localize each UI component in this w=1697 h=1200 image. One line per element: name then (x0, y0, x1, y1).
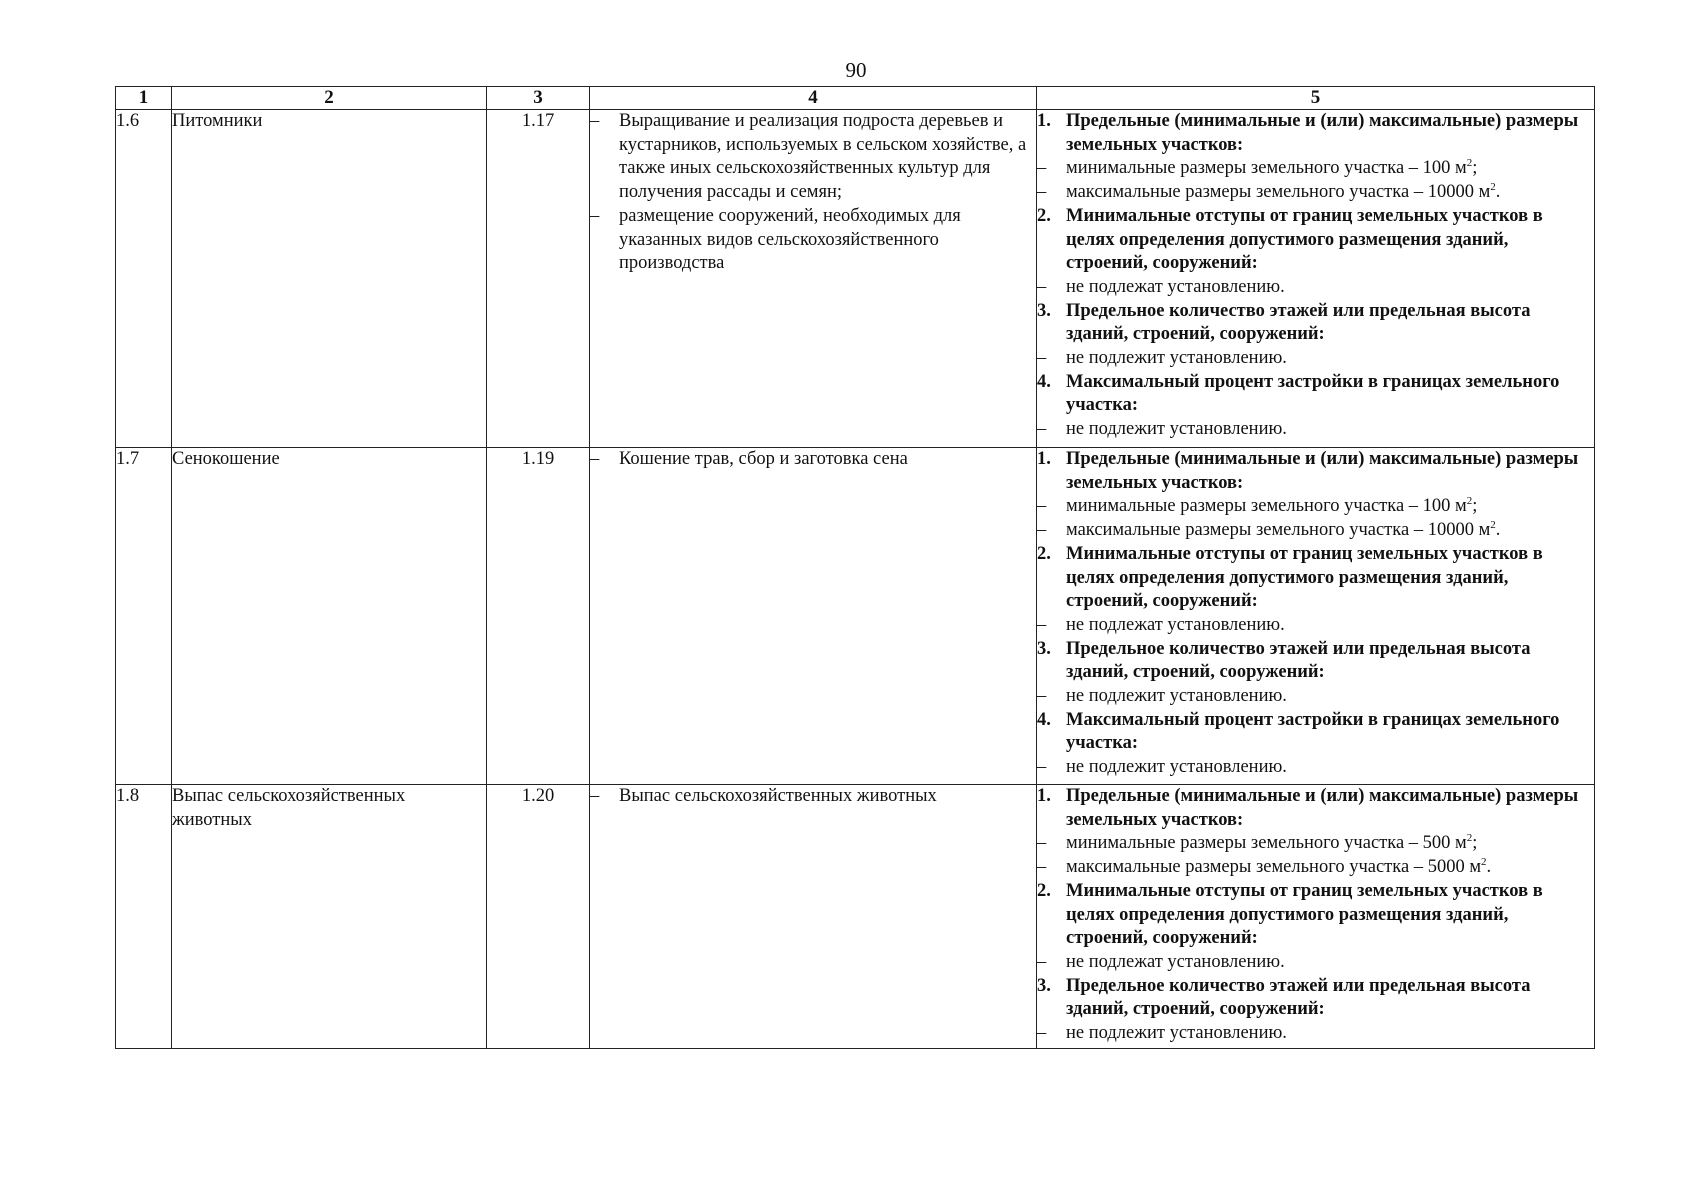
parameters-cell (1037, 110, 1595, 448)
list-item: – Кошение трав, сбор и заготовка сена (590, 449, 908, 469)
regulations-table (115, 86, 1595, 1049)
param-value: – не подлежит установлению. (1037, 348, 1287, 369)
param-value: – минимальные размеры земельного участка – 500 $м^2$; (1037, 832, 1478, 854)
use-name: Выпас сельскохозяйственных животных (172, 785, 487, 1049)
param-heading: 4. Максимальный процент застройки в границах земельного участка: (1037, 709, 1560, 754)
param-heading: 4. Максимальный процент застройки в границах земельного участка: (1037, 371, 1560, 416)
row-number: 1.6 (116, 110, 172, 448)
param-heading: 2. Минимальные отступы от границ земельных участков в целях определения допустимого размещения зданий, строений, сооружений: (1037, 543, 1543, 612)
column-header-1: 1 (116, 87, 172, 110)
param-heading: 2. Минимальные отступы от границ земельных участков в целях определения допустимого размещения зданий, строений, сооружений: (1037, 880, 1543, 949)
param-value: – не подлежит установлению. (1037, 1023, 1287, 1044)
column-header-2: 2 (172, 87, 487, 110)
row-number: 1.7 (116, 448, 172, 785)
param-value: – максимальные размеры земельного участка – 5000 $м^2$. (1037, 856, 1492, 878)
list-item: – Выпас сельскохозяйственных животных (590, 786, 937, 806)
parameters-cell (1037, 448, 1595, 785)
column-header-4: 4 (590, 87, 1037, 110)
list-item: – размещение сооружений, необходимых для указанных видов сельскохозяйственного производства (590, 205, 961, 274)
param-heading: 3. Предельное количество этажей или предельная высота зданий, строений, сооружений: (1037, 638, 1531, 683)
param-value: – не подлежит установлению. (1037, 757, 1287, 778)
use-description (590, 448, 1037, 785)
table-row (116, 448, 1595, 785)
param-heading: 1. Предельные (минимальные и (или) максимальные) размеры земельных участков: (1037, 111, 1579, 155)
param-value: – максимальные размеры земельного участка – 10000 $м^2$. (1037, 181, 1501, 203)
table-row (116, 110, 1595, 448)
list-item: – Выращивание и реализация подроста деревьев и кустарников, используемых в сельском хозяйстве, а также иных сельскохозяйственных культур для получения рассады и семян; (590, 111, 1027, 203)
table-row (116, 785, 1595, 1049)
param-value: – минимальные размеры земельного участка – 100 $м^2$; (1037, 495, 1478, 517)
use-code: 1.17 (487, 110, 590, 448)
param-value: – не подлежит установлению. (1037, 686, 1287, 707)
page-number: 90 (845, 58, 867, 82)
header-row (116, 87, 1595, 110)
use-code: 1.19 (487, 448, 590, 785)
column-header-3: 3 (487, 87, 590, 110)
use-name: Сенокошение (172, 448, 487, 785)
param-value: – не подлежат установлению. (1037, 951, 1285, 972)
column-header-5: 5 (1037, 87, 1595, 110)
param-value: – минимальные размеры земельного участка – 100 $м^2$; (1037, 157, 1478, 179)
row-number: 1.8 (116, 785, 172, 1049)
param-heading: 3. Предельное количество этажей или предельная высота зданий, строений, сооружений: (1037, 300, 1531, 345)
param-heading: 1. Предельные (минимальные и (или) максимальные) размеры земельных участков: (1037, 449, 1579, 493)
param-heading: 2. Минимальные отступы от границ земельных участков в целях определения допустимого размещения зданий, строений, сооружений: (1037, 205, 1543, 274)
param-heading: 3. Предельное количество этажей или предельная высота зданий, строений, сооружений: (1037, 975, 1531, 1020)
parameters-cell (1037, 785, 1595, 1049)
param-value: – максимальные размеры земельного участка – 10000 $м^2$. (1037, 519, 1501, 541)
use-description (590, 110, 1037, 448)
use-description (590, 785, 1037, 1049)
param-value: – не подлежит установлению. (1037, 419, 1287, 440)
param-heading: 1. Предельные (минимальные и (или) максимальные) размеры земельных участков: (1037, 786, 1579, 830)
use-name: Питомники (172, 110, 487, 448)
param-value: – не подлежат установлению. (1037, 276, 1285, 297)
use-code: 1.20 (487, 785, 590, 1049)
param-value: – не подлежат установлению. (1037, 614, 1285, 635)
